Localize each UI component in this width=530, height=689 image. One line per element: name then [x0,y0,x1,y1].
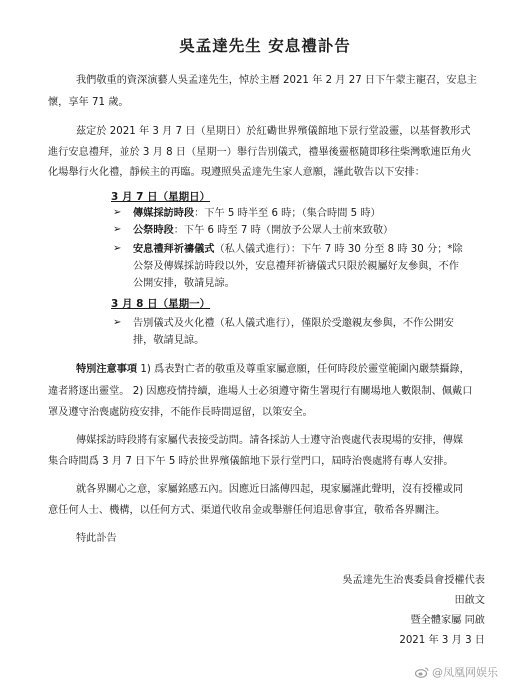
arrow-bullet-icon: ➢ [113,243,122,254]
notes-label: 特別注意事項 [76,364,138,375]
prayer-slot-line-2: 公祭及傳媒採訪時段以外，安息禮拜祈禱儀式只限於親屬好友參與，不作 [133,261,459,272]
watermark [415,664,498,680]
prayer-slot-text: （私人儀式進行）：下午 7 時 30 分至 8 時 30 分；*除 [214,244,463,255]
media-slot-label: 傳媒採訪時段 [133,208,195,219]
arrow-bullet-icon: ➢ [113,317,122,328]
day2-heading: 3 月 8 日（星期一） [111,298,211,310]
signature-family: 暨全體家屬 同啟 [410,615,485,626]
prayer-slot-label: 安息禮拜祈禱儀式 [133,244,215,255]
weibo-logo-icon [415,666,429,678]
prayer-slot-item [133,242,463,257]
media-line-1: 傳媒採訪時段將有家屬代表接受訪問。請各採訪人士遵守治喪處代表現場的安排，傳媒 [76,435,464,446]
arrangement-line-1: 茲定於 2021 年 3 月 7 日（星期日）於紅磡世界殯儀館地下景行堂設靈，以基督教形式 [76,126,471,137]
watermark-text: @凤凰网娱乐 [432,666,498,679]
media-line-2: 集合時間爲 3 月 7 日下午 5 時於世界殯儀館地下景行堂門口，屆時治喪處將有專人安排。 [48,456,454,467]
prayer-slot-line-3: 公開安排，敬請見諒。 [133,278,235,289]
signature-representative: 田啟文 [454,595,485,606]
arrow-bullet-icon: ➢ [113,207,122,218]
notes-text-1: 1) 爲表對亡者的敬重及尊重家屬意願，任何時段於靈堂範圍內嚴禁攝錄， [137,364,470,375]
closing-text: 特此訃告 [76,533,117,544]
media-slot-text: ：下午 5 時半至 6 時；（集合時間 5 時） [194,208,381,219]
arrangement-line-2: 進行安息禮拜，並於 3 月 8 日（星期一）舉行告別儀式，禮畢後靈柩隨即移往柴灣歌連臣角火 [48,147,472,158]
media-slot-item [133,206,381,221]
statement-line-2: 意任何人士、機構，以任何方式、渠道代收帛金或舉辦任何追思會事宜，敬希各界關注。 [48,505,446,516]
public-slot-item [133,223,393,238]
notes-line-1 [76,362,470,377]
intro-line-1: 我們敬重的資深演藝人吳孟達先生，悼於主曆 2021 年 2 月 27 日下午蒙主寵召，安息主 [76,75,477,86]
farewell-line-1: 告別儀式及火化禮（私人儀式進行），僅限於受邀親友參與，不作公開安 [133,318,454,329]
document-title: 吳孟達先生 安息禮訃告 [179,37,351,55]
public-slot-text: ：下午 6 時至 7 時（開放予公眾人士前來致敬） [173,225,394,236]
arrow-bullet-icon: ➢ [113,224,122,235]
intro-line-2: 懷，享年 71 歲。 [48,97,129,108]
notes-line-2: 違者將逐出靈堂。 2) 因應疫情持續，進場人士必須遵守衛生署現行有關場地人數限制、佩戴口 [48,386,473,397]
farewell-line-2: 排，敬請見諒。 [133,335,205,346]
arrangement-line-3: 化場舉行火化禮，靜候主的再臨。現遵照吳孟達先生家人意願，謹此敬告以下安排： [48,167,425,178]
signature-date: 2021 年 3 月 3 日 [399,635,485,646]
public-slot-label: 公祭時段 [133,225,174,236]
statement-line-1: 就各界關心之意，家屬銘感五內。因應近日謠傳四起，現家屬謹此聲明，沒有授權或同 [76,484,464,495]
notes-line-3: 罩及遵守治喪處防疫安排，不能作長時間逗留，以策安全。 [48,407,313,418]
day1-heading: 3 月 7 日（星期日） [111,191,211,203]
signature-committee: 吳孟達先生治喪委員會授權代表 [342,575,485,586]
